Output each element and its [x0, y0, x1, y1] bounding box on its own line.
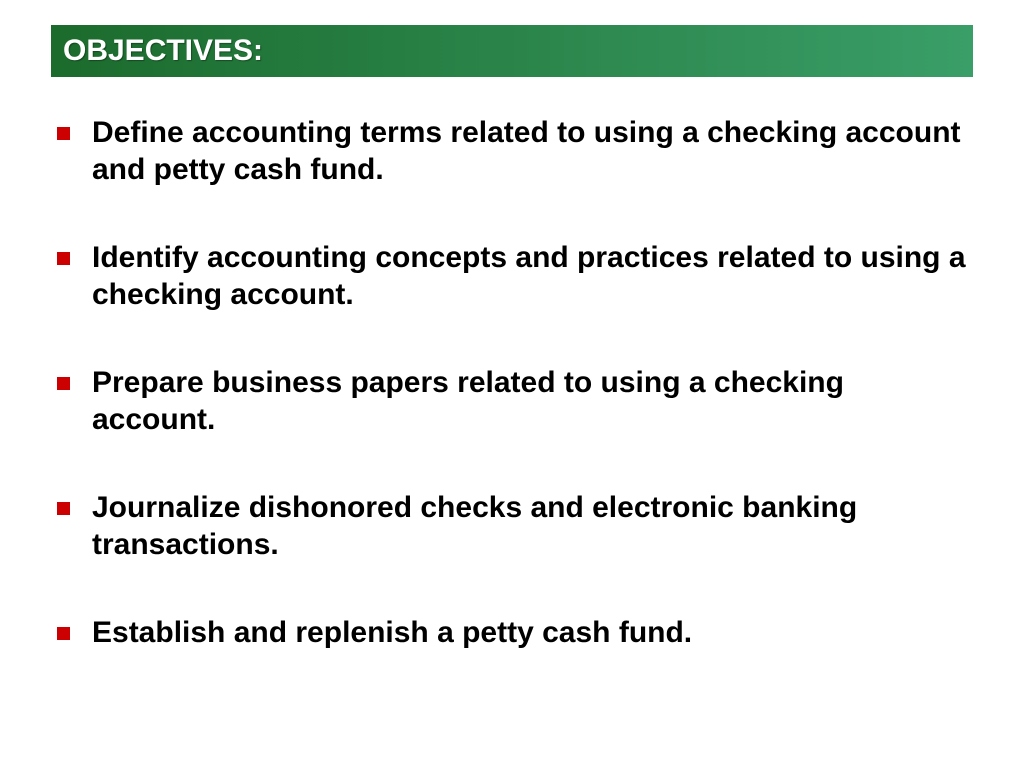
objective-item: [55, 614, 975, 651]
title-bar: [51, 25, 973, 77]
square-bullet-icon: [57, 502, 70, 515]
square-bullet-icon: [57, 252, 70, 265]
square-bullet-icon: [57, 127, 70, 140]
objective-text: Define accounting terms related to using a checking account and petty cash fund.: [92, 116, 961, 186]
objective-text: Establish and replenish a petty cash fund.: [92, 616, 693, 649]
objective-text: Prepare business papers related to using a checking account.: [92, 366, 844, 436]
objective-item: [55, 364, 975, 438]
square-bullet-icon: [57, 377, 70, 390]
objective-text: Identify accounting concepts and practices related to using a checking account.: [92, 241, 966, 311]
square-bullet-icon: [57, 627, 70, 640]
objective-item: [55, 239, 975, 313]
objectives-list: [55, 114, 975, 702]
slide-title: OBJECTIVES:: [63, 34, 264, 67]
objective-item: [55, 489, 975, 563]
objective-item: [55, 114, 975, 188]
objective-text: Journalize dishonored checks and electronic banking transactions.: [92, 491, 858, 561]
